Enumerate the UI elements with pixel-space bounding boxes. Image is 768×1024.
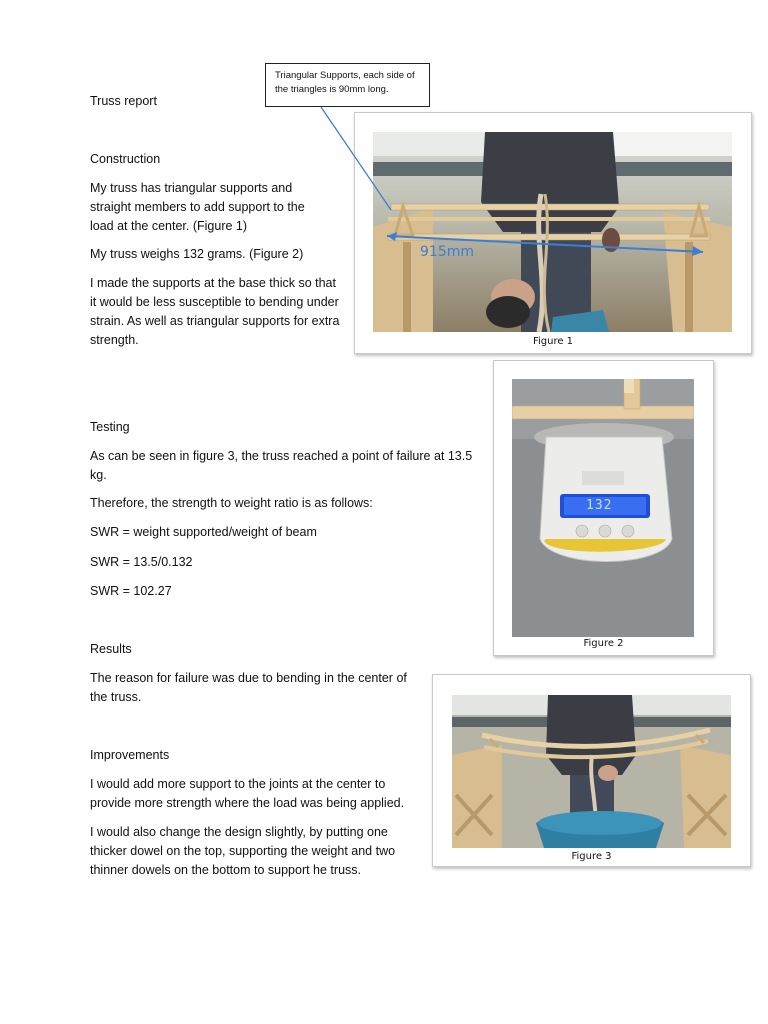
figure-3 [432,674,751,867]
figure-3-caption: Figure 3 [571,851,612,862]
callout-text: Triangular Supports, each side of the triangles is 90mm long. [275,70,415,95]
figure-2-photo [512,379,694,637]
report-title: Truss report [90,94,157,108]
figure-1 [354,112,752,354]
construction-paragraph-2: My truss weighs 132 grams. (Figure 2) [90,247,304,261]
swr-formula: SWR = weight supported/weight of beam [90,525,317,539]
testing-paragraph-2: Therefore, the strength to weight ratio is as follows: [90,496,373,510]
dimension-label-915mm: 915mm [420,244,474,260]
construction-paragraph-3: I made the supports at the base thick so that it would be less susceptible to bending under strain. As well as triangular supports for extra strength. [90,276,340,347]
figure-1-caption: Figure 1 [532,336,574,347]
construction-heading: Construction [90,152,161,166]
testing-heading: Testing [90,420,130,434]
improvements-paragraph-1: I would add more support to the joints at the center to provide more strength where the load was being applied. [90,777,405,810]
figure-3-photo [452,695,731,848]
scale-display-reading: 132 [586,498,613,513]
truss-photo-1 [373,132,732,332]
construction-paragraph-1: My truss has triangular supports and straight members to add support to the load at the center. (Figure 1) [90,181,305,233]
swr-substitution: SWR = 13.5/0.132 [90,555,193,569]
improvements-heading: Improvements [90,748,170,762]
truss-photo-3 [452,695,731,848]
figure-2 [493,360,714,656]
triangular-supports-callout [265,63,430,107]
swr-result: SWR = 102.27 [90,584,172,598]
figure-1-photo [373,132,732,332]
figure-2-caption: Figure 2 [583,638,624,649]
results-paragraph: The reason for failure was due to bending in the center of the truss. [90,671,407,704]
testing-paragraph-1: As can be seen in figure 3, the truss reached a point of failure at 13.5 kg. [90,449,473,482]
results-heading: Results [90,642,132,656]
improvements-paragraph-2: I would also change the design slightly, by putting one thicker dowel on the top, supporting the weight and two thinner dowels on the bottom to support he truss. [90,825,396,877]
